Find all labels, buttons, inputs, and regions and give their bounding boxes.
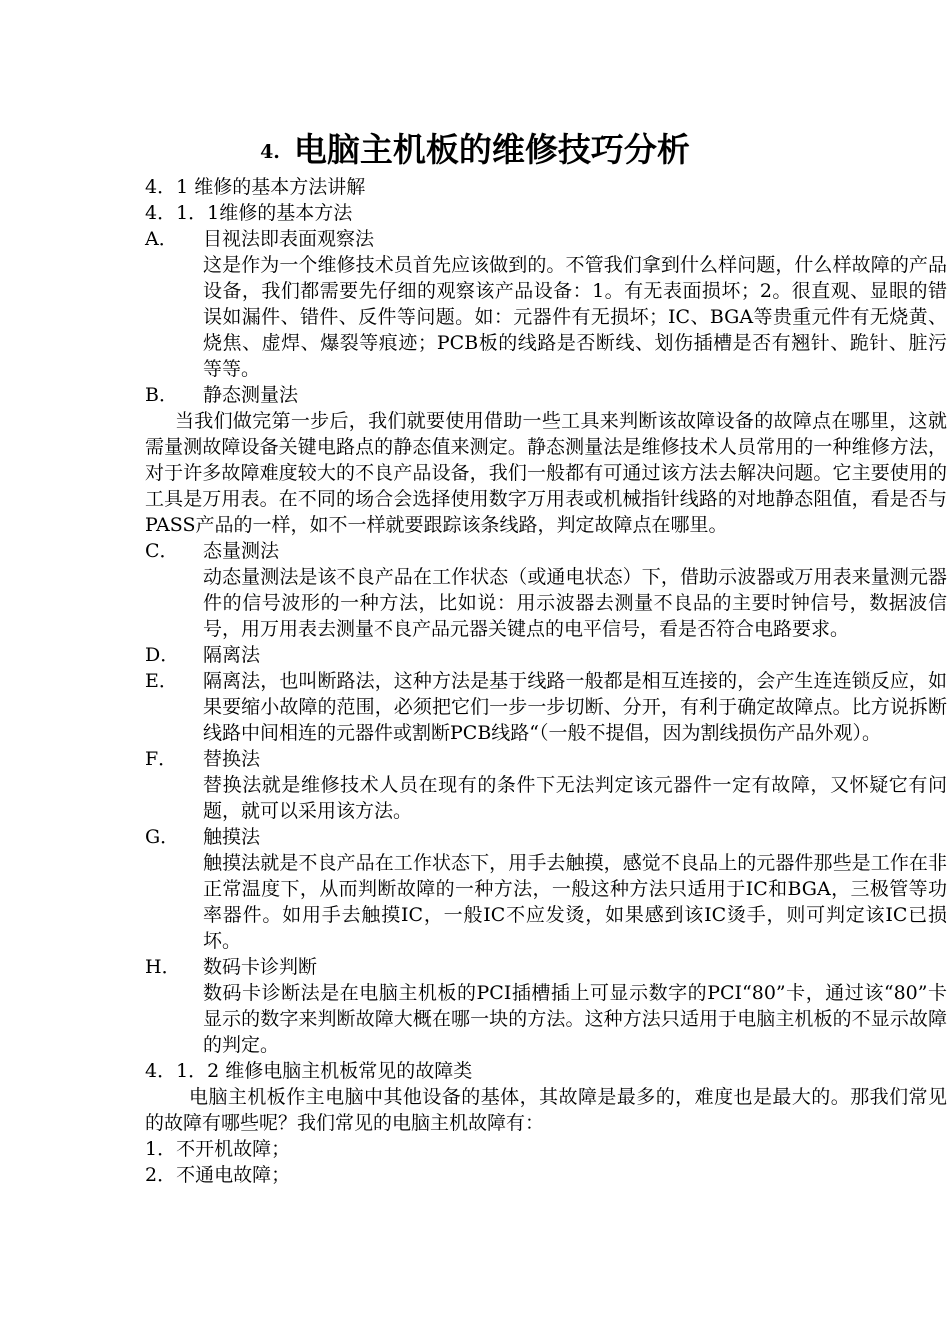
list-marker: A． — [145, 228, 178, 250]
section-heading-4-1: 4．1 维修的基本方法讲解 — [145, 176, 366, 198]
fault-item: 1．不开机故障； — [145, 1138, 291, 1160]
list-item-f — [145, 746, 947, 772]
paragraph-isolation: 隔离法，也叫断路法，这种方法是基于线路一般都是相互连接的，会产生连连锁反应，如果要缩小故障的范围，必须把它们一步一步切断、分开，有利于确定故障点。比方说拆断线路中间相连的元器件或割断PCB线路“（一般不提倡，因为割线损伤产品外观）。 — [203, 670, 947, 744]
list-item-g — [145, 824, 947, 850]
paragraph-common-faults: 电脑主机板作主电脑中其他设备的基体，其故障是最多的，难度也是最大的。那我们常见的故障有哪些呢？我们常见的电脑主机故障有： — [145, 1086, 947, 1134]
list-item-e — [145, 668, 947, 746]
list-marker: H． — [145, 956, 181, 978]
list-marker: C． — [145, 540, 179, 562]
list-item-c — [145, 538, 947, 564]
list-item-label: 替换法 — [203, 748, 261, 770]
list-marker: B． — [145, 384, 178, 406]
list-marker: F． — [145, 748, 178, 770]
fault-item: 2．不通电故障； — [145, 1164, 291, 1186]
title-text: 电脑主机板的维修技巧分析 — [293, 130, 690, 169]
list-item-label: 触摸法 — [203, 826, 261, 848]
section-heading-4-1-1: 4．1．1维修的基本方法 — [145, 202, 353, 224]
paragraph-static-measurement: 当我们做完第一步后，我们就要使用借助一些工具来判断该故障设备的故障点在哪里，这就需量测故障设备关键电路点的静态值来测定。静态测量法是维修技术人员常用的一种维修方法，对于许多故障难度较大的不良产品设备，我们一般都有可通过该方法去解决问题。它主要使用的工具是万用表。在不同的场合会选择使用数字万用表或机械指针线路的对地静态阻值，看是否与PASS产品的一样，如不一样就要跟踪该条线路，判定故障点在哪里。 — [145, 410, 947, 536]
paragraph-diagnostic-card: 数码卡诊断法是在电脑主机板的PCI插槽插上可显示数字的PCI“80”卡，通过该“80”卡显示的数字来判断故障大概在哪一块的方法。这种方法只适用于电脑主机板的不显示故障的判定。 — [203, 982, 947, 1056]
list-item-label: 态量测法 — [203, 540, 280, 562]
list-marker: D． — [145, 644, 180, 666]
list-item-label: 目视法即表面观察法 — [203, 228, 375, 250]
list-item-a — [145, 226, 947, 252]
paragraph-touch: 触摸法就是不良产品在工作状态下，用手去触摸，感觉不良品上的元器件那些是工作在非正常温度下，从而判断故障的一种方法，一般这种方法只适用于IC和BGA，三极管等功率器件。如用手去触摸IC，一般IC不应发烫，如果感到该IC烫手，则可判定该IC已损坏。 — [203, 852, 947, 952]
section-heading-4-1-2: 4．1．2 维修电脑主机板常见的故障类 — [145, 1060, 473, 1082]
title-number: 4. — [260, 141, 280, 163]
list-item-label: 数码卡诊判断 — [203, 956, 318, 978]
paragraph-dynamic-measurement: 动态量测法是该不良产品在工作状态（或通电状态）下，借助示波器或万用表来量测元器件的信号波形的一种方法，比如说：用示波器去测量不良品的主要时钟信号，数据波信号，用万用表去测量不良产品元器关键点的电平信号，看是否符合电路要求。 — [203, 566, 947, 640]
paragraph-visual-inspection: 这是作为一个维修技术员首先应该做到的。不管我们拿到什么样问题，什么样故障的产品设备，我们都需要先仔细的观察该产品设备：1。有无表面损坏；2。很直观、显眼的错误如漏件、错件、反件等问题。如：元器件有无损坏；IC、BGA等贵重元件有无烧黄、烧焦、虚焊、爆裂等痕迹；PCB板的线路是否断线、划伤插槽是否有翘针、跪针、脏污等等。 — [203, 254, 947, 380]
list-item-d — [145, 642, 947, 668]
list-item-label: 隔离法 — [203, 644, 261, 666]
list-item-h — [145, 954, 947, 980]
list-item-b — [145, 382, 947, 408]
list-marker: G． — [145, 826, 180, 848]
paragraph-replacement: 替换法就是维修技术人员在现有的条件下无法判定该元器件一定有故障，又怀疑它有问题，就可以采用该方法。 — [203, 774, 947, 822]
document-body — [145, 174, 947, 1188]
list-item-label: 静态测量法 — [203, 384, 299, 406]
page-title — [0, 128, 950, 174]
list-marker: E． — [145, 670, 178, 692]
